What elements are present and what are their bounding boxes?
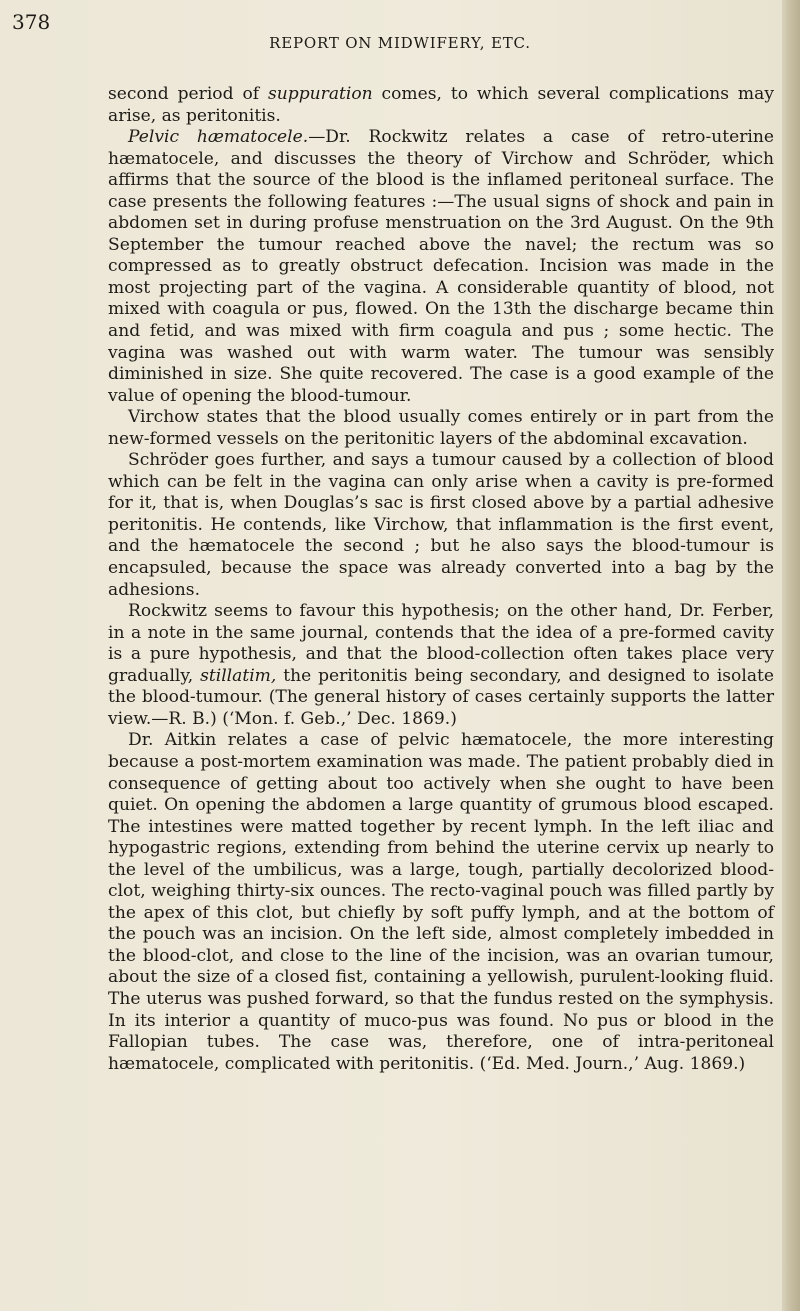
body-text <box>108 84 774 1075</box>
paragraph <box>108 601 774 730</box>
text-run: second period of <box>108 84 268 104</box>
page-edge-shadow <box>782 0 800 1311</box>
text-run: the peritonitis being secondary, and designed to isolate the blood-tumour. (The general history of cases certainly supports the latter view.—R. B.) (‘Mon. f. Geb.,’ Dec. 1869.) <box>108 665 774 729</box>
text-run: Schröder goes further, and says a tumour caused by a collection of blood which can be felt in the vagina can only arise when a cavity is pre-formed for it, that is, when Douglas’s sac is first closed above by a partial adhesive peritonitis. He contends, like Virchow, that inflammation is the first event, and the hæmatocele the second ; but he also says the blood-tumour is encapsuled, because the space was already converted into a bag by the adhesions. <box>108 450 774 600</box>
italic-text: stillatim, <box>200 665 277 686</box>
italic-text: suppuration <box>267 84 373 104</box>
paragraph <box>108 127 774 407</box>
italic-text: Pelvic hæmatocele. <box>128 127 309 148</box>
paragraph <box>108 730 774 1075</box>
text-run: Virchow states that the blood usually comes entirely or in part from the new-formed vessels on the peritonitic layers of the abdominal excavation. <box>108 407 774 449</box>
paragraph <box>108 450 774 601</box>
text-run: —Dr. Rockwitz relates a case of retro-uterine hæmatocele, and discusses the theory of Virchow and Schröder, which affirms that the source of the blood is the inflamed peritoneal surface. The case presents the following features :—The usual signs of shock and pain in abdomen set in during profuse menstruation on the 3rd August. On the 9th September the tumour reached above the navel; the rectum was so compressed as to greatly obstruct defecation. Incision was made in the most projecting part of the vagina. A considerable quantity of blood, not mixed with coagula or pus, flowed. On the 13th the discharge became thin and fetid, and was mixed with firm coagula and pus ; some hectic. The vagina was washed out with warm water. The tumour was sensibly diminished in size. She quite recovered. The case is a good example of the value of opening the blood-tumour. <box>108 127 775 406</box>
running-head: REPORT ON MIDWIFERY, ETC. <box>269 34 531 52</box>
text-run: Dr. Aitkin relates a case of pelvic hæmatocele, the more interesting because a post-mortem examination was made. The patient probably died in consequence of getting about too actively when she ought to have been quiet. On opening the abdomen a large quantity of grumous blood escaped. The intestines were matted together by recent lymph. In the left iliac and hypogastric regions, extending from behind the uterine cervix up nearly to the level of the umbilicus, was a large, tough, partially decolorized blood-clot, weighing thirty-six ounces. The recto-vaginal pouch was filled partly by the apex of this clot, but chiefly by soft puffy lymph, and at the bottom of the pouch was an incision. On the left side, almost completely imbedded in the blood-clot, and close to the line of the incision, was an ovarian tumour, about the size of a closed fist, containing a yellowish, purulent-looking fluid. The uterus was pushed forward, so that the fundus rested on the symphysis. In its interior a quantity of muco-pus was found. No pus or blood in the Fallopian tubes. The case was, therefore, one of intra-peritoneal hæmatocele, complicated with peritonitis. (‘Ed. Med. Journ.,’ Aug. 1869.) <box>108 730 774 1074</box>
page-number: 378 <box>12 10 51 34</box>
text-run: comes, to which several complications may arise, as peritonitis. <box>108 84 774 126</box>
paragraph <box>108 407 774 450</box>
paragraph <box>108 84 774 127</box>
text-run: Rockwitz seems to favour this hypothesis; on the other hand, Dr. Ferber, in a note in the same journal, contends that the idea of a pre-formed cavity is a pure hypothesis, and that the blood-collection often takes place very gradually, <box>108 601 774 686</box>
